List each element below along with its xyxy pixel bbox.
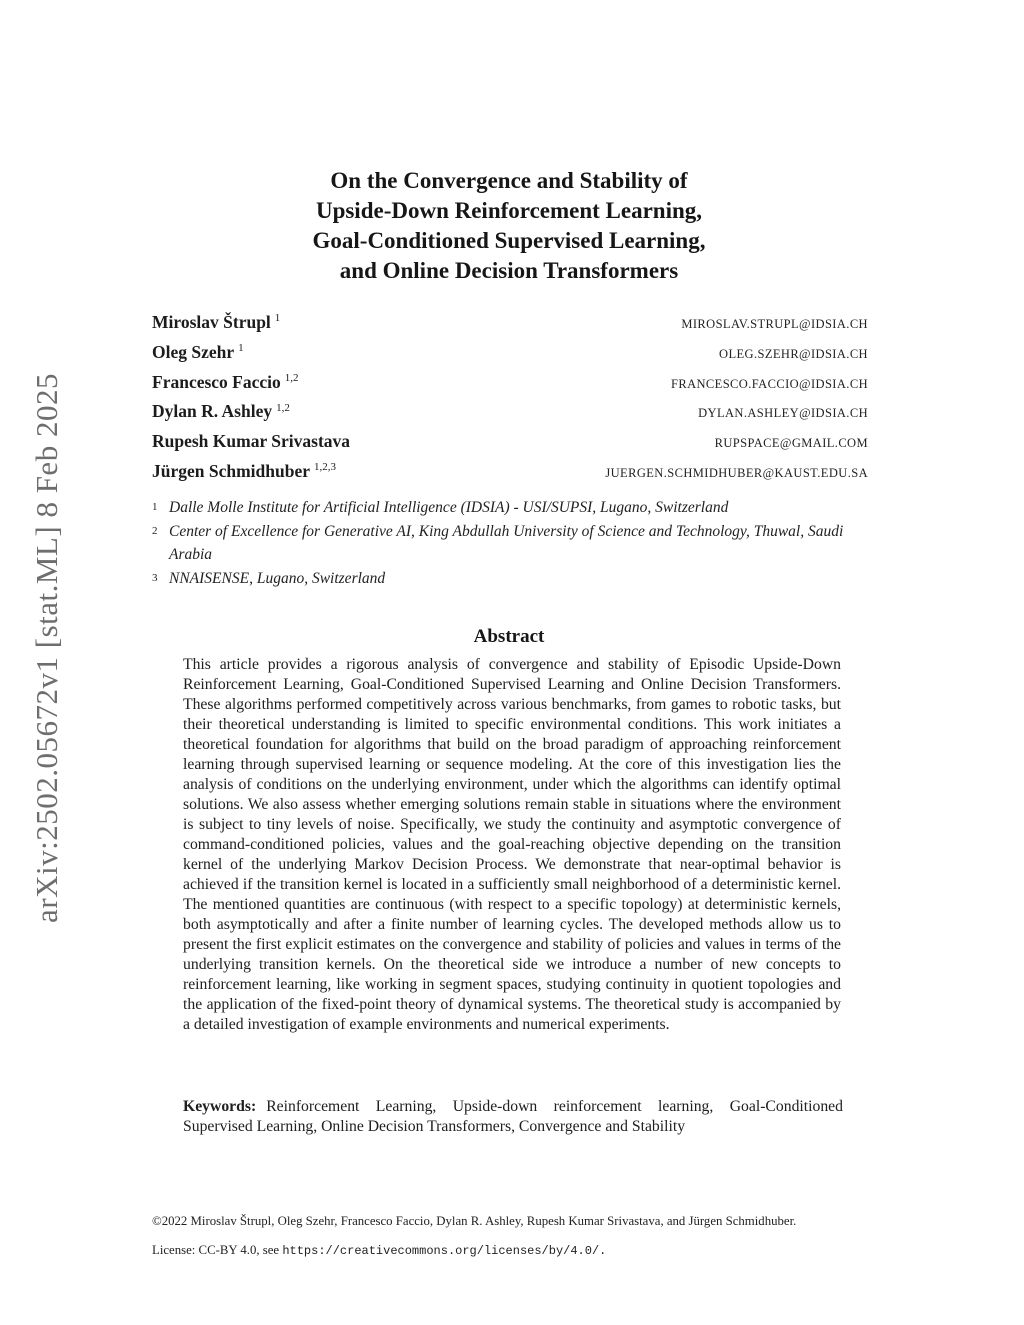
author-row [152,312,868,342]
license-text: License: CC-BY 4.0, see [152,1243,283,1257]
author-email: MIROSLAV.STRUPL@IDSIA.CH [681,317,868,331]
affiliation-text: NNAISENSE, Lugano, Switzerland [169,569,386,587]
affiliation-marker: 3 [152,571,158,584]
affiliations-block [152,496,868,590]
copyright-notice: ©2022 Miroslav Štrupl, Oleg Szehr, Francesco Faccio, Dylan R. Ashley, Rupesh Kumar Srivastava, and Jürgen Schmidhuber. [152,1214,797,1228]
author-name: Francesco Faccio $^{1,2}$ [152,371,299,392]
author-name: Rupesh Kumar Srivastava [152,431,351,452]
author-email: FRANCESCO.FACCIO@IDSIA.CH [670,376,868,391]
author-email: JUERGEN.SCHMIDHUBER@KAUST.EDU.SA [605,465,868,480]
author-name: Dylan R. Ashley $^{1,2}$ [152,401,290,422]
footer [152,1213,868,1258]
author-affil-superscript: 1,2 [284,371,299,384]
author-name: Miroslav Štrupl $^1$ [152,312,281,332]
authors-block [152,312,868,491]
keywords-line [183,1097,843,1137]
author-affil-superscript: 1,2 [276,401,290,414]
author-row [152,431,868,461]
affiliation-text: Dalle Molle Institute for Artificial Intelligence (IDSIA) - USI/SUPSI, Lugano, Switzerland [169,499,729,516]
author-row [152,342,868,372]
author-affil-superscript: 1 [238,341,244,354]
author-affil-superscript: 1,2,3 [314,461,337,474]
arxiv-watermark: arXiv:2502.05672v1 [stat.ML] 8 Feb 2025 [29,373,64,923]
affiliation-text: Center of Excellence for Generative AI, King Abdullah University of Science and Technology, Thuwal, Saudi Arabia [169,522,844,563]
license-line [152,1243,868,1258]
author-affil-superscript: 1 [274,312,281,325]
keywords-text: Reinforcement Learning, Upside-down reinforcement learning, Goal-Conditioned Supervised Learning, Online Decision Transformers, Convergence and Stability [183,1098,843,1135]
paper-title-line: Goal-Conditioned Supervised Learning, [312,228,706,253]
author-email: DYLAN.ASHLEY@IDSIA.CH [698,406,868,421]
author-row [152,401,868,431]
paper-title [150,166,868,286]
paper-title-line: Upside-Down Reinforcement Learning, [315,198,703,223]
author-row [152,372,868,402]
paper-title-line: and Online Decision Transformers [339,258,679,283]
abstract-text: This article provides a rigorous analysis of convergence and stability of Episodic Upside-Down Reinforcement Learning, Goal-Conditioned Supervised Learning and Online Decision Transformers. These algorithms performed competitively across various benchmarks, from games to robotic tasks, but their theoretical understanding is limited to specific environmental conditions. This work initiates a theoretical foundation for algorithms that build on the broad paradigm of approaching reinforcement learning through supervised learning or sequence modeling. At the core of this investigation lies the analysis of conditions on the underlying environment, under which the algorithms can identify optimal solutions. We also assess whether emerging solutions remain stable in situations where the environment is subject to tiny levels of noise. Specifically, we study the continuity and asymptotic convergence of command-conditioned policies, values and the goal-reaching objective depending on the transition kernel of the underlying Markov Decision Process. We demonstrate that near-optimal behavior is achieved if the transition kernel is located in a sufficiently small neighborhood of a deterministic kernel. The mentioned quantities are continuous (with respect to a specific topology) at deterministic kernels, both asymptotically and after a finite number of learning cycles. The developed methods allow us to present the first explicit estimates on the convergence and stability of policies and values in terms of the underlying transition kernels. On the theoretical side we introduce a number of new concepts to reinforcement learning, like working in segment spaces, studying continuity in quotient topologies and the application of the fixed-point theory of dynamical systems. The theoretical study is accompanied by a detailed investigation of example environments and numerical experiments. [183,656,841,1033]
author-row [152,461,868,491]
affiliation-item [152,520,868,567]
affiliation-marker: 1 [152,501,158,513]
author-email: RUPSPACE@GMAIL.COM [714,436,868,451]
affiliation-marker: 2 [152,524,158,537]
author-name: Oleg Szehr $^1$ [152,341,244,362]
keywords-label: Keywords: [183,1098,257,1115]
paper-title-line: On the Convergence and Stability of [330,168,688,193]
abstract-heading: Abstract [473,626,545,647]
affiliation-item [152,567,868,591]
affiliation-item [152,496,868,520]
author-name: Jürgen Schmidhuber $^{1,2,3}$ [152,460,337,481]
author-email: OLEG.SZEHR@IDSIA.CH [719,346,868,361]
license-url-link[interactable]: https://creativecommons.org/licenses/by/4.0/. [282,1244,607,1258]
